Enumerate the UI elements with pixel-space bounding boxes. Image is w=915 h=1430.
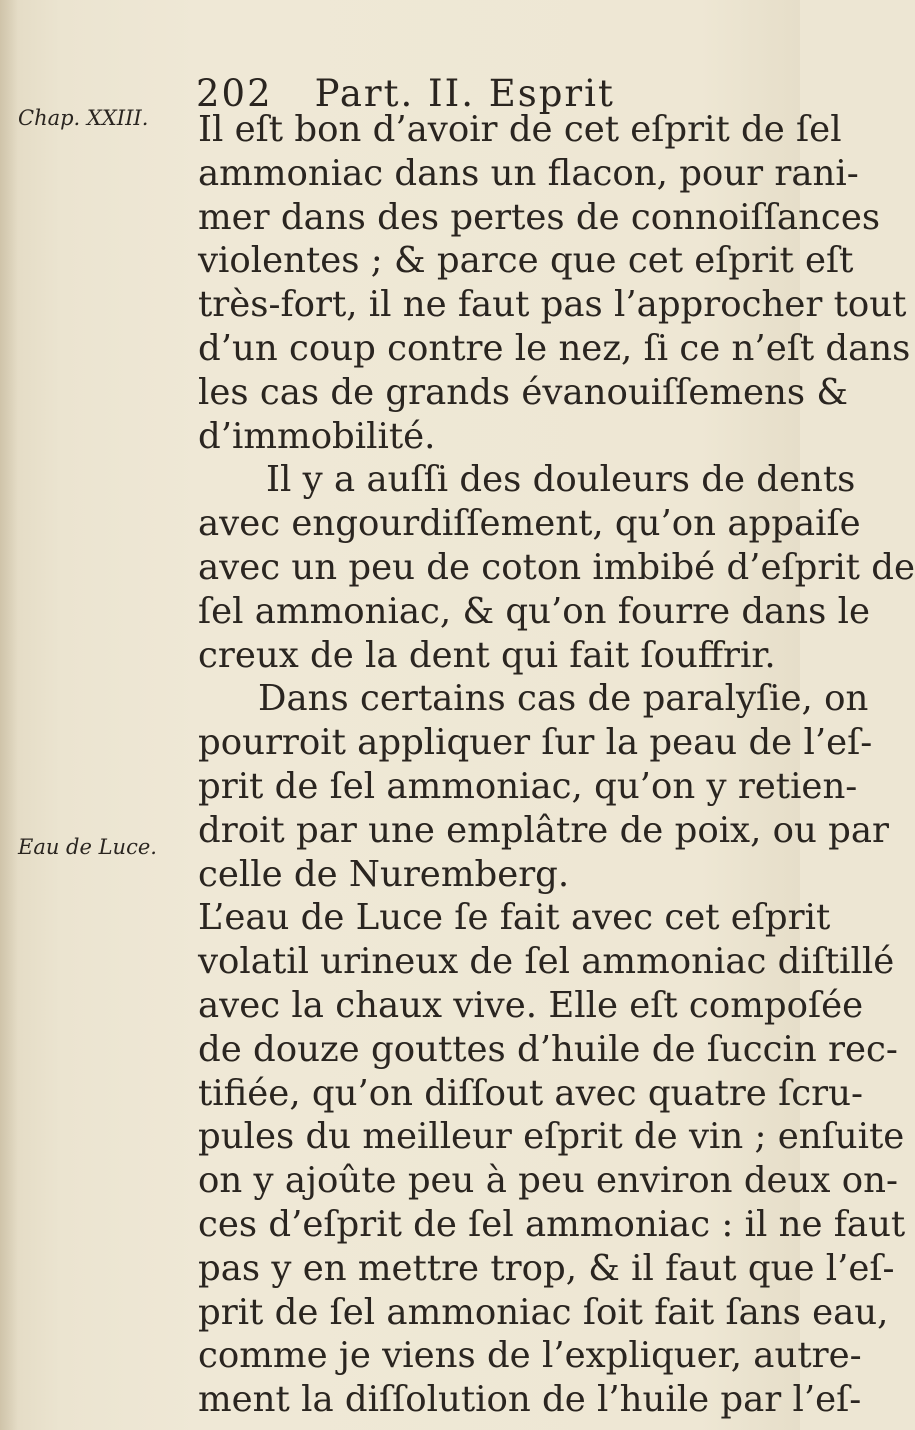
- text-line: prit de ſel ammoniac, qu’on y retien-: [198, 765, 858, 807]
- text-line: avec la chaux vive. Elle eſt compoſée: [198, 984, 864, 1026]
- text-line: creux de la dent qui fait ſouffrir.: [198, 634, 776, 676]
- text-line: ſel ammoniac, & qu’on fourre dans le: [198, 590, 870, 632]
- text-line: mer dans des pertes de connoiſſances: [198, 196, 881, 238]
- body-text: [198, 108, 915, 1422]
- text-line: Il y a auſſi des douleurs de dents: [266, 459, 856, 501]
- text-line: on y ajoûte peu à peu environ deux on-: [198, 1160, 898, 1202]
- text-line: de douze gouttes d’huile de ſuccin rec-: [198, 1028, 898, 1070]
- margin-note-eau-de-luce: Eau de Luce.: [18, 835, 157, 859]
- text-line: L’eau de Luce ſe fait avec cet eſprit: [198, 897, 831, 939]
- text-line: comme je viens de l’expliquer, autre-: [198, 1335, 862, 1377]
- running-title: Part. II. Esprit: [314, 72, 615, 115]
- text-line: pules du meilleur eſprit de vin ; enſuite: [198, 1116, 905, 1158]
- text-line: d’un coup contre le nez, ſi ce n’eſt dans: [198, 327, 911, 369]
- page-number: 202: [196, 72, 273, 115]
- text-line: celle de Nuremberg.: [198, 853, 570, 895]
- text-line: très-fort, il ne faut pas l’approcher tout: [198, 284, 907, 326]
- text-line: d’immobilité.: [198, 415, 436, 457]
- margin-note-chapter: Chap. XXIII.: [18, 106, 149, 130]
- page-gutter-shadow: [0, 0, 18, 1430]
- text-line: Dans certains cas de paralyſie, on: [258, 678, 869, 720]
- text-line: ment la diſſolution de l’huile par l’eſ-: [198, 1379, 862, 1421]
- text-line: pas y en mettre trop, & il faut que l’eſ-: [198, 1247, 895, 1289]
- text-line: avec engourdiſſement, qu’on appaiſe: [198, 503, 861, 545]
- text-line: volatil urineux de ſel ammoniac diſtillé: [198, 941, 895, 983]
- text-line: Il eſt bon d’avoir de cet eſprit de ſel: [198, 109, 842, 150]
- text-line: pourroit appliquer ſur la peau de l’eſ-: [198, 722, 873, 764]
- text-line: tifiée, qu’on diſſout avec quatre ſcru-: [198, 1072, 863, 1114]
- text-line: les cas de grands évanouiſſemens &: [198, 371, 848, 413]
- text-line: ammoniac dans un flacon, pour rani-: [198, 152, 859, 194]
- text-line: violentes ; & parce que cet eſprit eſt: [198, 240, 854, 282]
- text-line: droit par une emplâtre de poix, ou par: [198, 809, 890, 851]
- text-line: ces d’eſprit de ſel ammoniac : il ne faut: [198, 1203, 906, 1245]
- text-line: avec un peu de coton imbibé d’eſprit de: [198, 546, 915, 588]
- text-line: prit de ſel ammoniac ſoit fait ſans eau,: [198, 1291, 889, 1333]
